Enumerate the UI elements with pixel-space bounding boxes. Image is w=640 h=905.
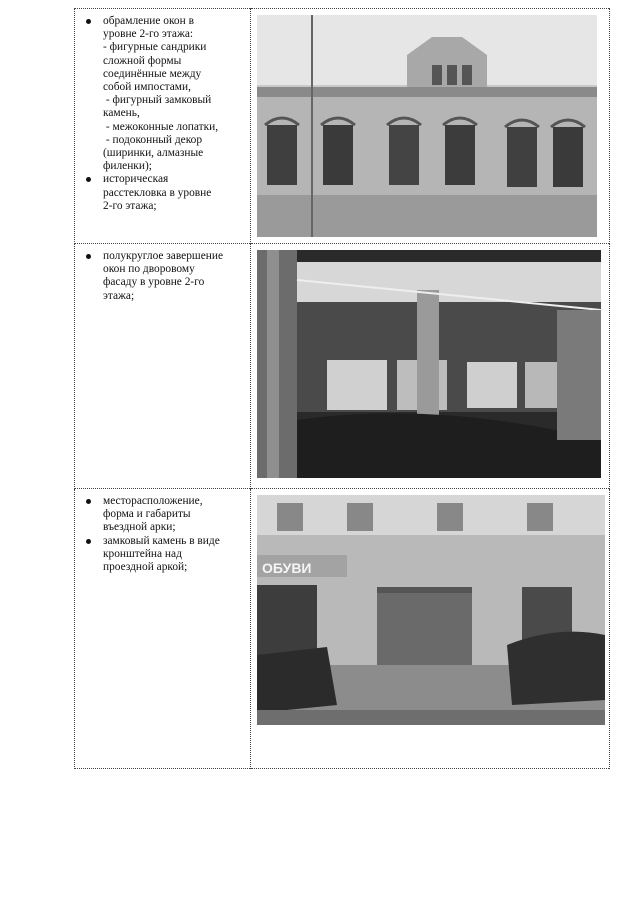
feature-list xyxy=(83,495,246,574)
row-3-text xyxy=(75,489,250,574)
bullet-item xyxy=(83,535,246,575)
item-line: полукруглое завершение xyxy=(103,250,224,262)
item-line: замковый камень в виде xyxy=(103,534,220,547)
item-line: - фигурные сандрики xyxy=(103,41,207,54)
item-line: проездной аркой; xyxy=(103,561,188,574)
item-line: историческая xyxy=(103,173,169,186)
table-row-3 xyxy=(75,489,610,769)
item-line: кронштейна над xyxy=(103,547,182,560)
item-line: камень, xyxy=(103,107,140,120)
feature-list xyxy=(83,15,246,213)
item-line: этажа; xyxy=(103,289,135,302)
feature-list xyxy=(83,250,246,303)
facade-windows-photo xyxy=(257,15,597,237)
item-line: соединённые между xyxy=(103,67,202,80)
bullet-item xyxy=(83,15,246,41)
item-line: собой импостами, xyxy=(103,81,191,94)
entrance-arch-photo xyxy=(257,495,605,725)
sub-item xyxy=(83,94,246,120)
bullet-item xyxy=(83,495,246,535)
item-line: сложной формы xyxy=(103,54,182,67)
item-line: въездной арки; xyxy=(103,521,176,534)
item-line: обрамление окон в xyxy=(103,15,194,27)
item-line: (ширинки, алмазные xyxy=(103,147,204,160)
item-line: филенки); xyxy=(103,160,152,173)
item-line: - фигурный замковый xyxy=(103,94,212,107)
courtyard-facade-photo xyxy=(257,250,601,478)
item-line: - межоконные лопатки, xyxy=(103,120,219,133)
sub-item xyxy=(83,134,246,174)
row-1-text xyxy=(75,9,250,213)
table-row-1 xyxy=(75,9,610,244)
item-line: расстекловка в уровне xyxy=(103,186,212,199)
item-line: фасаду в уровне 2-го xyxy=(103,276,205,289)
bullet-item xyxy=(83,173,246,213)
row-2-text xyxy=(75,244,250,303)
sub-item xyxy=(83,121,246,134)
item-line: месторасположение, xyxy=(103,495,203,507)
item-line: - подоконный декор xyxy=(103,133,203,146)
shop-sign-text: ОБУВИ xyxy=(262,560,312,576)
item-line: уровне 2-го этажа: xyxy=(103,28,194,41)
item-line: форма и габариты xyxy=(103,508,191,521)
bullet-item xyxy=(83,250,246,303)
item-line: окон по дворовому xyxy=(103,263,195,276)
document-table xyxy=(74,8,610,769)
sub-item xyxy=(83,41,246,94)
table-row-2 xyxy=(75,244,610,489)
item-line: 2-го этажа; xyxy=(103,199,157,212)
